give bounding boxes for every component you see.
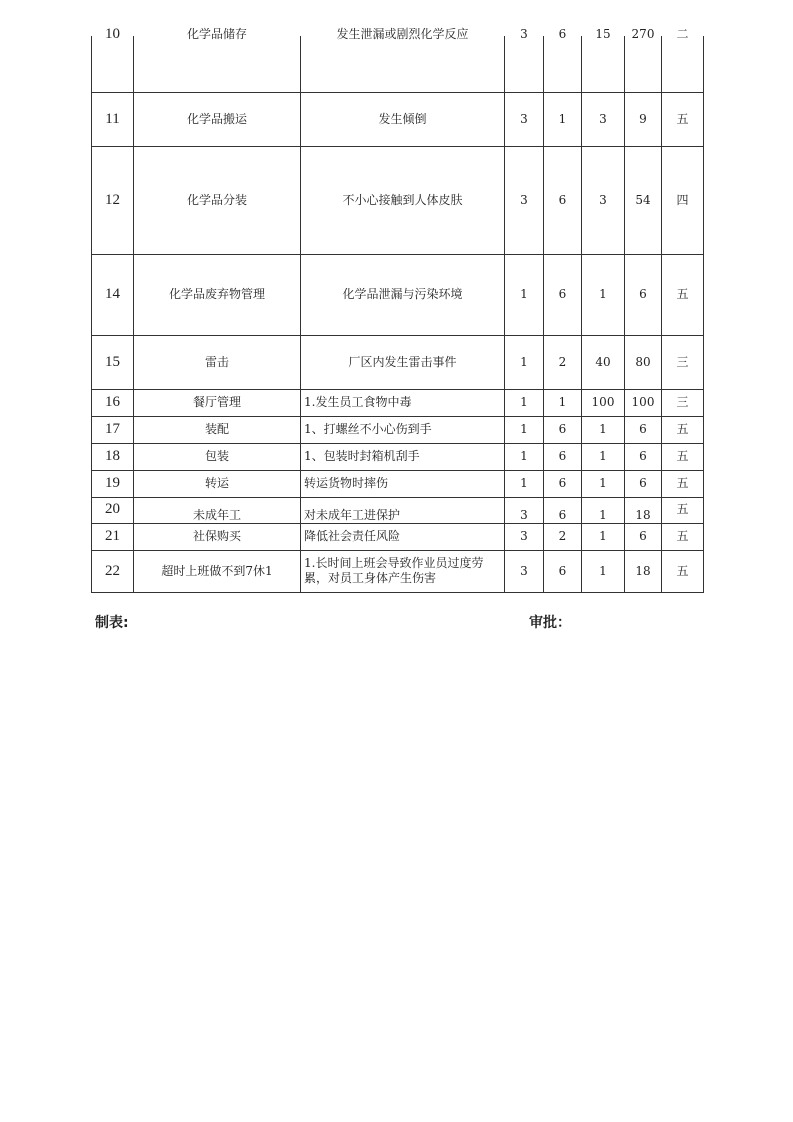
row-number: 15 xyxy=(92,335,134,389)
likelihood-cell: 1 xyxy=(505,470,544,497)
exposure-cell: 6 xyxy=(544,254,582,335)
likelihood-cell: 3 xyxy=(505,36,544,92)
table-row xyxy=(92,36,704,92)
risk-score-cell: 6 xyxy=(625,443,662,470)
exposure-cell: 6 xyxy=(544,470,582,497)
table-row xyxy=(92,389,704,416)
consequence-cell: 1 xyxy=(582,470,625,497)
activity-cell: 雷击 xyxy=(134,335,301,389)
row-number: 16 xyxy=(92,389,134,416)
risk-level-cell: 三 xyxy=(662,335,704,389)
approved-by-label: 审批： xyxy=(529,615,571,631)
activity-cell: 包装 xyxy=(134,443,301,470)
row-number: 19 xyxy=(92,470,134,497)
likelihood-cell: 1 xyxy=(505,335,544,389)
activity-cell: 化学品废弃物管理 xyxy=(134,254,301,335)
consequence-cell: 1 xyxy=(582,523,625,550)
table-row xyxy=(92,443,704,470)
activity-cell: 未成年工 xyxy=(134,497,301,523)
consequence-cell: 3 xyxy=(582,146,625,254)
activity-cell: 社保购买 xyxy=(134,523,301,550)
table-row xyxy=(92,470,704,497)
likelihood-cell: 3 xyxy=(505,146,544,254)
consequence-cell: 1 xyxy=(582,254,625,335)
row-number: 12 xyxy=(92,146,134,254)
risk-score-cell: 9 xyxy=(625,92,662,146)
likelihood-cell: 1 xyxy=(505,443,544,470)
hazard-cell: 化学品泄漏与污染环境 xyxy=(301,254,505,335)
hazard-cell: 厂区内发生雷击事件 xyxy=(301,335,505,389)
hazard-cell: 不小心接触到人体皮肤 xyxy=(301,146,505,254)
consequence-cell: 40 xyxy=(582,335,625,389)
hazard-cell: 转运货物时摔伤 xyxy=(301,470,505,497)
activity-cell: 化学品搬运 xyxy=(134,92,301,146)
row-number: 21 xyxy=(92,523,134,550)
exposure-cell: 2 xyxy=(544,523,582,550)
hazard-cell: 1.发生员工食物中毒 xyxy=(301,389,505,416)
risk-level-cell: 五 xyxy=(662,497,704,523)
activity-cell: 转运 xyxy=(134,470,301,497)
risk-score-cell: 6 xyxy=(625,523,662,550)
row-number: 20 xyxy=(92,497,134,523)
risk-level-cell: 二 xyxy=(662,36,704,92)
likelihood-cell: 1 xyxy=(505,254,544,335)
risk-score-cell: 18 xyxy=(625,497,662,523)
risk-score-cell: 100 xyxy=(625,389,662,416)
likelihood-cell: 3 xyxy=(505,523,544,550)
activity-cell: 超时上班做不到7休1 xyxy=(134,550,301,592)
consequence-cell: 1 xyxy=(582,497,625,523)
risk-assessment-table xyxy=(91,26,704,593)
likelihood-cell: 3 xyxy=(505,92,544,146)
row-number: 10 xyxy=(92,36,134,92)
exposure-cell: 2 xyxy=(544,335,582,389)
risk-level-cell: 五 xyxy=(662,416,704,443)
exposure-cell: 6 xyxy=(544,36,582,92)
row-number: 22 xyxy=(92,550,134,592)
row-number: 17 xyxy=(92,416,134,443)
risk-score-cell: 54 xyxy=(625,146,662,254)
activity-cell: 化学品储存 xyxy=(134,36,301,92)
hazard-cell: 1.长时间上班会导致作业员过度劳累，对员工身体产生伤害 xyxy=(301,550,505,592)
consequence-cell: 3 xyxy=(582,92,625,146)
hazard-cell: 发生倾倒 xyxy=(301,92,505,146)
exposure-cell: 6 xyxy=(544,416,582,443)
likelihood-cell: 3 xyxy=(505,497,544,523)
risk-level-cell: 五 xyxy=(662,443,704,470)
likelihood-cell: 3 xyxy=(505,550,544,592)
risk-score-cell: 6 xyxy=(625,416,662,443)
risk-score-cell: 18 xyxy=(625,550,662,592)
hazard-cell: 对未成年工进保护 xyxy=(301,497,505,523)
row-number: 14 xyxy=(92,254,134,335)
risk-score-cell: 6 xyxy=(625,254,662,335)
likelihood-cell: 1 xyxy=(505,416,544,443)
consequence-cell: 1 xyxy=(582,550,625,592)
exposure-cell: 6 xyxy=(544,550,582,592)
activity-cell: 装配 xyxy=(134,416,301,443)
risk-level-cell: 五 xyxy=(662,550,704,592)
risk-score-cell: 270 xyxy=(625,36,662,92)
hazard-cell: 1、包装时封箱机刮手 xyxy=(301,443,505,470)
activity-cell: 化学品分装 xyxy=(134,146,301,254)
risk-level-cell: 三 xyxy=(662,389,704,416)
prepared-by-label: 制表: xyxy=(95,615,129,631)
exposure-cell: 1 xyxy=(544,92,582,146)
consequence-cell: 15 xyxy=(582,36,625,92)
exposure-cell: 1 xyxy=(544,389,582,416)
exposure-cell: 6 xyxy=(544,146,582,254)
table-row xyxy=(92,254,704,335)
risk-score-cell: 6 xyxy=(625,470,662,497)
risk-level-cell: 五 xyxy=(662,254,704,335)
table-row xyxy=(92,550,704,592)
risk-level-cell: 五 xyxy=(662,92,704,146)
consequence-cell: 1 xyxy=(582,416,625,443)
exposure-cell: 6 xyxy=(544,497,582,523)
activity-cell: 餐厅管理 xyxy=(134,389,301,416)
row-number: 11 xyxy=(92,92,134,146)
exposure-cell: 6 xyxy=(544,443,582,470)
risk-assessment-sheet xyxy=(91,26,703,593)
table-row xyxy=(92,92,704,146)
row-number: 18 xyxy=(92,443,134,470)
table-row xyxy=(92,523,704,550)
table-row xyxy=(92,146,704,254)
risk-level-cell: 四 xyxy=(662,146,704,254)
risk-score-cell: 80 xyxy=(625,335,662,389)
likelihood-cell: 1 xyxy=(505,389,544,416)
table-row xyxy=(92,335,704,389)
hazard-cell: 降低社会责任风险 xyxy=(301,523,505,550)
risk-level-cell: 五 xyxy=(662,470,704,497)
risk-level-cell: 五 xyxy=(662,523,704,550)
hazard-cell: 发生泄漏或剧烈化学反应 xyxy=(301,36,505,92)
consequence-cell: 100 xyxy=(582,389,625,416)
table-row xyxy=(92,497,704,523)
consequence-cell: 1 xyxy=(582,443,625,470)
hazard-cell: 1、打螺丝不小心伤到手 xyxy=(301,416,505,443)
table-row xyxy=(92,416,704,443)
